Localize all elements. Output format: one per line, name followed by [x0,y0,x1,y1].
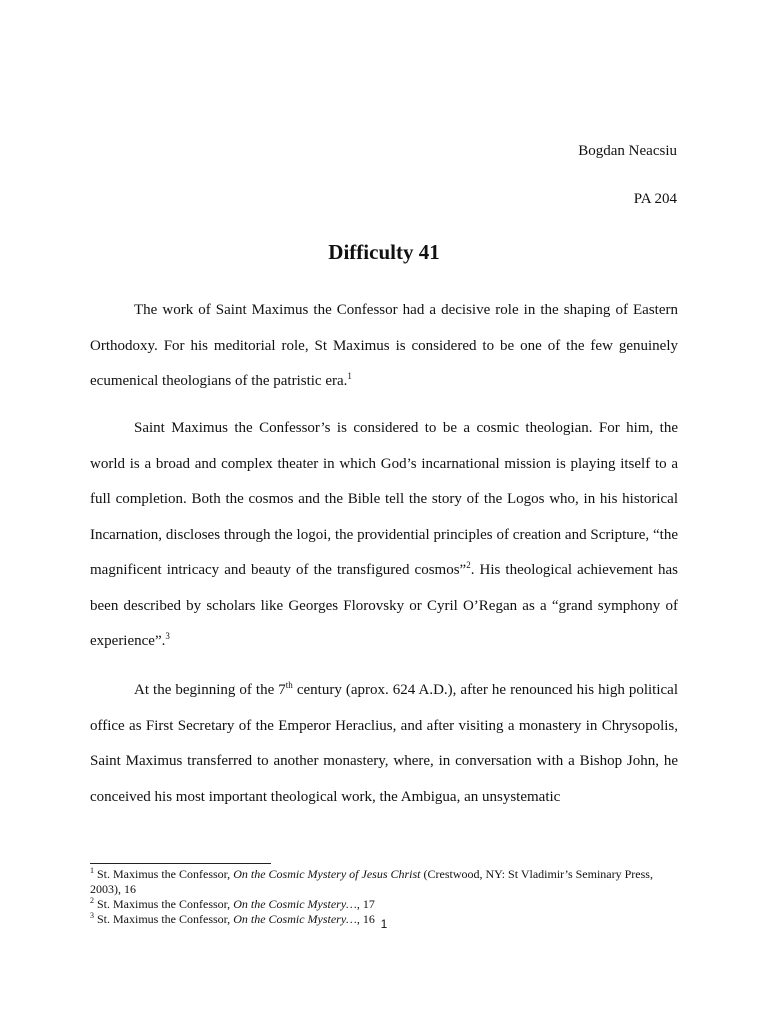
footnote-text: , 17 [356,897,375,911]
paragraph-text: Saint Maximus the Confessor’s is considered to be a cosmic theologian. For him, the world is a broad and complex theater in which God’s incarnational mission is playing itself to a full completion. Both the cosmos and the Bible tell the story of the Logos who, in his historical Incarnation, discloses through the logoi, the providential principles of creation and Scripture, “the magnificent intricacy and beauty of the transfigured cosmos” [90,420,678,578]
paragraph-text: century (aprox. 624 A.D.), after he renounced his high political office as First Secretary of the Emperor Heraclius, and after visiting a monastery in Chrysopolis, Saint Maximus transferred to another monastery, where, in conversation with a Bishop John, he conceived his most important theological work, the Ambigua, an unsystematic [90,682,678,805]
body-paragraph [90,411,678,660]
footnote-text: St. Maximus the Confessor, [97,912,234,926]
footnote-reference: 3 [165,631,170,641]
course-code: PA 204 [633,191,677,207]
paragraph-text: . His theological achievement has been described by scholars like Georges Florovsky or Cyril O’Regan as a “grand symphony of experience”. [90,562,678,649]
paragraph-text: The work of Saint Maximus the Confessor had a decisive role in the shaping of Eastern Orthodoxy. For his meditorial role, St Maximus is considered to be one of the few genuinely ecumenical theologians of the patristic era. [90,302,678,389]
footnote-book-title: On the Cosmic Mystery of Jesus Christ [233,867,421,881]
paragraph-text: At the beginning of the 7 [134,682,286,698]
footnote-number: 2 [90,896,94,905]
footnote-reference: 1 [347,371,352,381]
footnote-text: St. Maximus the Confessor, [97,867,234,881]
footnote-number: 3 [90,911,94,920]
footnote-text: , 16 [356,912,375,926]
footnote-number: 1 [90,866,94,875]
footnote [90,897,678,912]
footnote-text: (Crestwood, NY: St Vladimir’s Seminary Press, 2003), 16 [90,867,653,896]
footnote [90,867,678,897]
footnote-reference: 2 [466,560,471,570]
ordinal-superscript: th [285,680,293,690]
footnote-book-title: On the Cosmic Mystery… [233,897,357,911]
page-number: 1 [380,917,388,931]
footnote-separator [90,863,271,864]
footnote-text: St. Maximus the Confessor, [97,897,234,911]
author-name: Bogdan Neacsiu [578,143,677,159]
body-paragraph [90,293,678,400]
body-paragraph [90,673,678,815]
footnote-book-title: On the Cosmic Mystery… [233,912,357,926]
document-title: Difficulty 41 [328,240,440,264]
